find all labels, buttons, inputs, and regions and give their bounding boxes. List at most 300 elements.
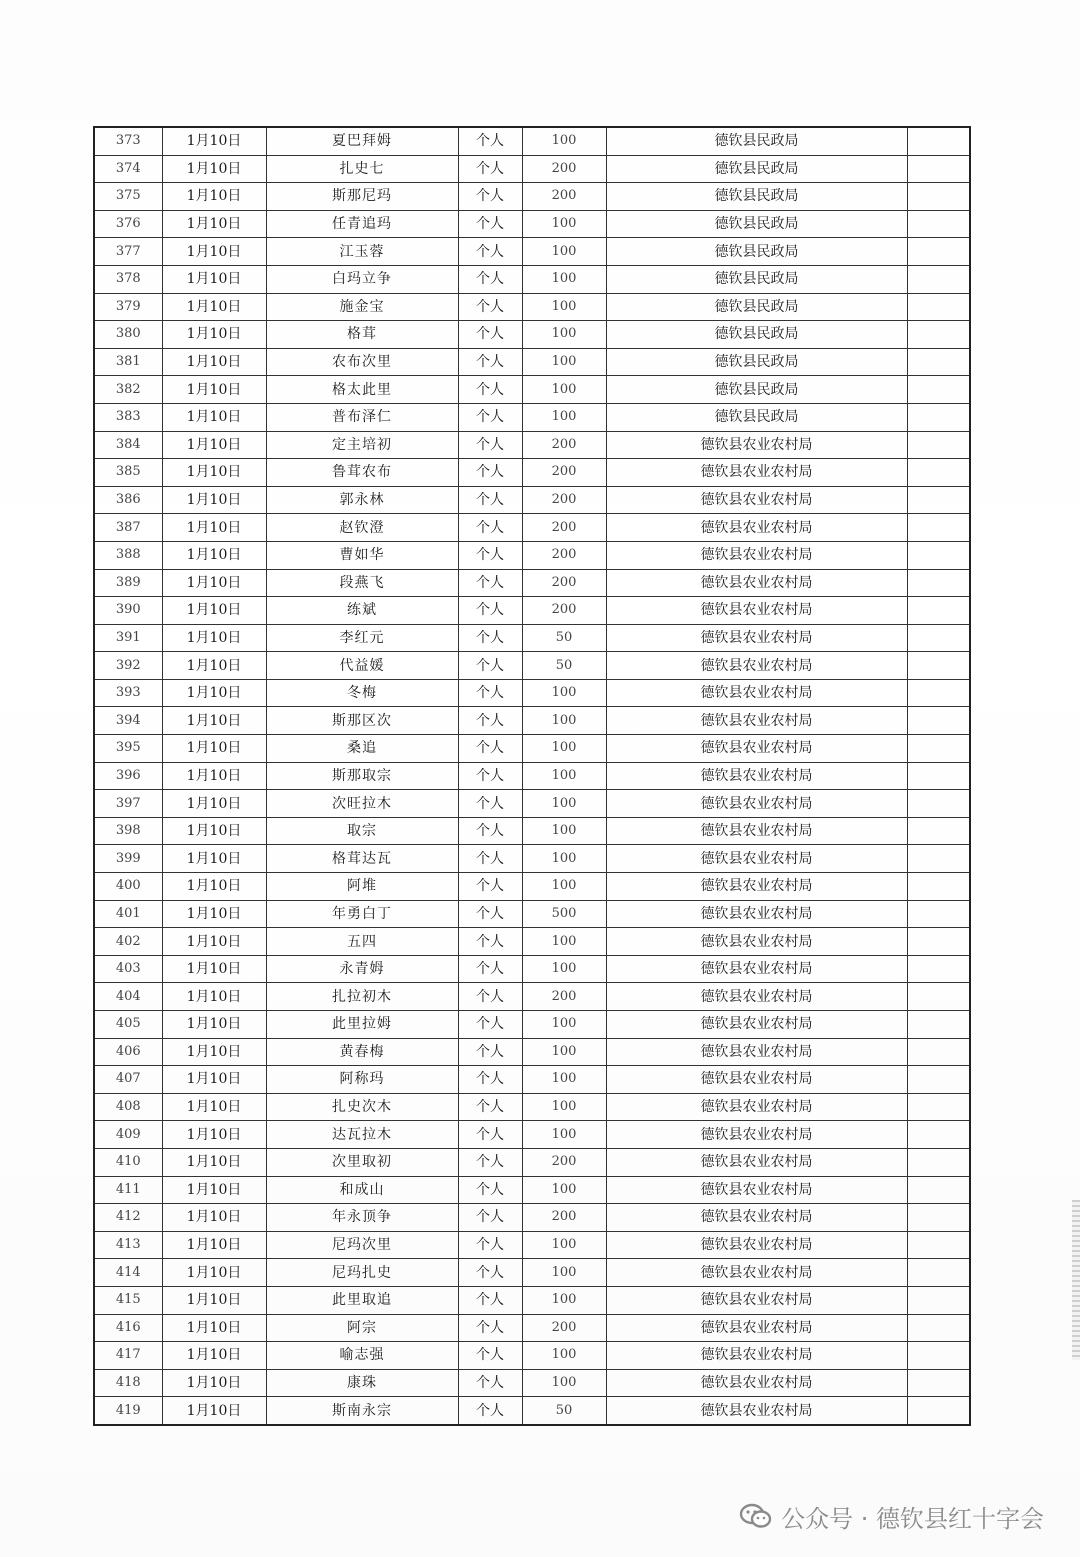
date-cell: 1月10日 xyxy=(162,376,266,404)
donor-name-cell: 桑追 xyxy=(266,735,458,763)
donor-type-cell: 个人 xyxy=(458,459,522,487)
date-cell: 1月10日 xyxy=(162,238,266,266)
donor-name-cell: 代益媛 xyxy=(266,652,458,680)
table-row xyxy=(94,983,970,1011)
row-number-cell: 402 xyxy=(94,928,162,956)
note-cell xyxy=(907,1286,970,1314)
donor-type-cell: 个人 xyxy=(458,1286,522,1314)
wechat-official-account-icon xyxy=(739,1502,773,1530)
amount-cell: 200 xyxy=(522,514,606,542)
note-cell xyxy=(907,1369,970,1397)
row-number-cell: 388 xyxy=(94,541,162,569)
table-row xyxy=(94,873,970,901)
date-cell: 1月10日 xyxy=(162,983,266,1011)
amount-cell: 100 xyxy=(522,1286,606,1314)
donor-name-cell: 格茸达瓦 xyxy=(266,845,458,873)
note-cell xyxy=(907,1148,970,1176)
donor-name-cell: 年永顶争 xyxy=(266,1204,458,1232)
date-cell: 1月10日 xyxy=(162,431,266,459)
note-cell xyxy=(907,707,970,735)
organization-cell: 德钦县农业农村局 xyxy=(606,817,907,845)
table-row xyxy=(94,1369,970,1397)
date-cell: 1月10日 xyxy=(162,900,266,928)
donor-name-cell: 郭永林 xyxy=(266,486,458,514)
donor-type-cell: 个人 xyxy=(458,1066,522,1094)
row-number-cell: 377 xyxy=(94,238,162,266)
note-cell xyxy=(907,1066,970,1094)
date-cell: 1月10日 xyxy=(162,1148,266,1176)
note-cell xyxy=(907,155,970,183)
donor-name-cell: 此里拉姆 xyxy=(266,1011,458,1039)
organization-cell: 德钦县农业农村局 xyxy=(606,486,907,514)
table-row xyxy=(94,1011,970,1039)
amount-cell: 100 xyxy=(522,1038,606,1066)
note-cell xyxy=(907,127,970,155)
date-cell: 1月10日 xyxy=(162,348,266,376)
watermark-text: 公众号 · 德钦县红十字会 xyxy=(781,1504,1044,1533)
date-cell: 1月10日 xyxy=(162,1066,266,1094)
row-number-cell: 395 xyxy=(94,735,162,763)
note-cell xyxy=(907,569,970,597)
table-row xyxy=(94,1093,970,1121)
donor-type-cell: 个人 xyxy=(458,1397,522,1425)
table-row xyxy=(94,1148,970,1176)
organization-cell: 德钦县农业农村局 xyxy=(606,679,907,707)
note-cell xyxy=(907,900,970,928)
amount-cell: 200 xyxy=(522,155,606,183)
note-cell xyxy=(907,1342,970,1370)
amount-cell: 200 xyxy=(522,459,606,487)
organization-cell: 德钦县民政局 xyxy=(606,155,907,183)
organization-cell: 德钦县民政局 xyxy=(606,348,907,376)
amount-cell: 100 xyxy=(522,1011,606,1039)
donor-name-cell: 和成山 xyxy=(266,1176,458,1204)
note-cell xyxy=(907,1038,970,1066)
row-number-cell: 389 xyxy=(94,569,162,597)
row-number-cell: 403 xyxy=(94,955,162,983)
amount-cell: 200 xyxy=(522,1204,606,1232)
organization-cell: 德钦县农业农村局 xyxy=(606,1231,907,1259)
donor-type-cell: 个人 xyxy=(458,900,522,928)
amount-cell: 100 xyxy=(522,1342,606,1370)
amount-cell: 100 xyxy=(522,817,606,845)
row-number-cell: 396 xyxy=(94,762,162,790)
donor-name-cell: 扎史七 xyxy=(266,155,458,183)
row-number-cell: 393 xyxy=(94,679,162,707)
row-number-cell: 404 xyxy=(94,983,162,1011)
donor-type-cell: 个人 xyxy=(458,1369,522,1397)
table-row xyxy=(94,1176,970,1204)
table-row xyxy=(94,238,970,266)
date-cell: 1月10日 xyxy=(162,1314,266,1342)
table-row xyxy=(94,348,970,376)
note-cell xyxy=(907,1093,970,1121)
row-number-cell: 406 xyxy=(94,1038,162,1066)
table-row xyxy=(94,210,970,238)
donor-name-cell: 阿堆 xyxy=(266,873,458,901)
organization-cell: 德钦县民政局 xyxy=(606,127,907,155)
row-number-cell: 410 xyxy=(94,1148,162,1176)
row-number-cell: 397 xyxy=(94,790,162,818)
date-cell: 1月10日 xyxy=(162,293,266,321)
date-cell: 1月10日 xyxy=(162,127,266,155)
donor-type-cell: 个人 xyxy=(458,1231,522,1259)
note-cell xyxy=(907,652,970,680)
row-number-cell: 408 xyxy=(94,1093,162,1121)
donor-type-cell: 个人 xyxy=(458,597,522,625)
donor-type-cell: 个人 xyxy=(458,1314,522,1342)
amount-cell: 100 xyxy=(522,210,606,238)
organization-cell: 德钦县农业农村局 xyxy=(606,1286,907,1314)
note-cell xyxy=(907,1121,970,1149)
donor-name-cell: 尼玛次里 xyxy=(266,1231,458,1259)
donor-type-cell: 个人 xyxy=(458,265,522,293)
date-cell: 1月10日 xyxy=(162,1121,266,1149)
amount-cell: 100 xyxy=(522,873,606,901)
organization-cell: 德钦县农业农村局 xyxy=(606,1369,907,1397)
table-row xyxy=(94,845,970,873)
donor-name-cell: 扎史次木 xyxy=(266,1093,458,1121)
donor-type-cell: 个人 xyxy=(458,541,522,569)
table-body xyxy=(94,127,970,1425)
row-number-cell: 375 xyxy=(94,183,162,211)
donor-name-cell: 次里取初 xyxy=(266,1148,458,1176)
table-row xyxy=(94,597,970,625)
donor-name-cell: 黄春梅 xyxy=(266,1038,458,1066)
date-cell: 1月10日 xyxy=(162,1011,266,1039)
donor-type-cell: 个人 xyxy=(458,1342,522,1370)
note-cell xyxy=(907,321,970,349)
organization-cell: 德钦县农业农村局 xyxy=(606,790,907,818)
date-cell: 1月10日 xyxy=(162,265,266,293)
donor-name-cell: 斯那取宗 xyxy=(266,762,458,790)
amount-cell: 100 xyxy=(522,679,606,707)
row-number-cell: 385 xyxy=(94,459,162,487)
amount-cell: 100 xyxy=(522,928,606,956)
date-cell: 1月10日 xyxy=(162,1286,266,1314)
organization-cell: 德钦县农业农村局 xyxy=(606,1148,907,1176)
note-cell xyxy=(907,1397,970,1425)
row-number-cell: 383 xyxy=(94,403,162,431)
amount-cell: 50 xyxy=(522,1397,606,1425)
amount-cell: 100 xyxy=(522,1369,606,1397)
date-cell: 1月10日 xyxy=(162,1176,266,1204)
row-number-cell: 407 xyxy=(94,1066,162,1094)
row-number-cell: 374 xyxy=(94,155,162,183)
table-row xyxy=(94,293,970,321)
amount-cell: 200 xyxy=(522,983,606,1011)
amount-cell: 100 xyxy=(522,265,606,293)
note-cell xyxy=(907,376,970,404)
donor-name-cell: 五四 xyxy=(266,928,458,956)
amount-cell: 100 xyxy=(522,1121,606,1149)
row-number-cell: 415 xyxy=(94,1286,162,1314)
donor-name-cell: 阿称玛 xyxy=(266,1066,458,1094)
note-cell xyxy=(907,762,970,790)
donor-name-cell: 施金宝 xyxy=(266,293,458,321)
table-row xyxy=(94,321,970,349)
note-cell xyxy=(907,679,970,707)
donor-type-cell: 个人 xyxy=(458,321,522,349)
row-number-cell: 405 xyxy=(94,1011,162,1039)
table-row xyxy=(94,1342,970,1370)
amount-cell: 200 xyxy=(522,1148,606,1176)
donor-type-cell: 个人 xyxy=(458,679,522,707)
row-number-cell: 387 xyxy=(94,514,162,542)
table-row xyxy=(94,652,970,680)
row-number-cell: 380 xyxy=(94,321,162,349)
table-row xyxy=(94,735,970,763)
donor-type-cell: 个人 xyxy=(458,403,522,431)
organization-cell: 德钦县农业农村局 xyxy=(606,1314,907,1342)
organization-cell: 德钦县农业农村局 xyxy=(606,762,907,790)
donor-type-cell: 个人 xyxy=(458,127,522,155)
row-number-cell: 379 xyxy=(94,293,162,321)
donor-type-cell: 个人 xyxy=(458,486,522,514)
donor-type-cell: 个人 xyxy=(458,955,522,983)
date-cell: 1月10日 xyxy=(162,1342,266,1370)
table-row xyxy=(94,762,970,790)
table-row xyxy=(94,679,970,707)
note-cell xyxy=(907,431,970,459)
donor-type-cell: 个人 xyxy=(458,928,522,956)
amount-cell: 200 xyxy=(522,569,606,597)
organization-cell: 德钦县农业农村局 xyxy=(606,983,907,1011)
organization-cell: 德钦县农业农村局 xyxy=(606,1121,907,1149)
donor-name-cell: 阿宗 xyxy=(266,1314,458,1342)
donor-type-cell: 个人 xyxy=(458,376,522,404)
row-number-cell: 399 xyxy=(94,845,162,873)
donor-type-cell: 个人 xyxy=(458,735,522,763)
organization-cell: 德钦县农业农村局 xyxy=(606,569,907,597)
date-cell: 1月10日 xyxy=(162,652,266,680)
amount-cell: 100 xyxy=(522,238,606,266)
donor-type-cell: 个人 xyxy=(458,210,522,238)
amount-cell: 50 xyxy=(522,624,606,652)
donor-type-cell: 个人 xyxy=(458,183,522,211)
amount-cell: 100 xyxy=(522,1231,606,1259)
note-cell xyxy=(907,597,970,625)
date-cell: 1月10日 xyxy=(162,762,266,790)
organization-cell: 德钦县农业农村局 xyxy=(606,624,907,652)
donor-name-cell: 曹如华 xyxy=(266,541,458,569)
amount-cell: 100 xyxy=(522,127,606,155)
row-number-cell: 412 xyxy=(94,1204,162,1232)
date-cell: 1月10日 xyxy=(162,735,266,763)
donor-type-cell: 个人 xyxy=(458,238,522,266)
donor-type-cell: 个人 xyxy=(458,790,522,818)
table-row xyxy=(94,265,970,293)
donor-type-cell: 个人 xyxy=(458,348,522,376)
note-cell xyxy=(907,403,970,431)
donor-type-cell: 个人 xyxy=(458,762,522,790)
organization-cell: 德钦县农业农村局 xyxy=(606,900,907,928)
table-row xyxy=(94,1259,970,1287)
table-row xyxy=(94,1314,970,1342)
row-number-cell: 386 xyxy=(94,486,162,514)
row-number-cell: 401 xyxy=(94,900,162,928)
organization-cell: 德钦县农业农村局 xyxy=(606,1066,907,1094)
table-row xyxy=(94,486,970,514)
note-cell xyxy=(907,486,970,514)
date-cell: 1月10日 xyxy=(162,624,266,652)
organization-cell: 德钦县民政局 xyxy=(606,293,907,321)
note-cell xyxy=(907,735,970,763)
table-row xyxy=(94,569,970,597)
donor-name-cell: 次旺拉木 xyxy=(266,790,458,818)
row-number-cell: 381 xyxy=(94,348,162,376)
table-row xyxy=(94,707,970,735)
note-cell xyxy=(907,265,970,293)
donor-type-cell: 个人 xyxy=(458,817,522,845)
table-row xyxy=(94,431,970,459)
donor-name-cell: 康珠 xyxy=(266,1369,458,1397)
note-cell xyxy=(907,210,970,238)
donor-name-cell: 江玉蓉 xyxy=(266,238,458,266)
organization-cell: 德钦县农业农村局 xyxy=(606,652,907,680)
note-cell xyxy=(907,873,970,901)
note-cell xyxy=(907,183,970,211)
date-cell: 1月10日 xyxy=(162,873,266,901)
donor-name-cell: 喻志强 xyxy=(266,1342,458,1370)
date-cell: 1月10日 xyxy=(162,845,266,873)
table-row xyxy=(94,1397,970,1425)
date-cell: 1月10日 xyxy=(162,707,266,735)
amount-cell: 500 xyxy=(522,900,606,928)
organization-cell: 德钦县农业农村局 xyxy=(606,1204,907,1232)
date-cell: 1月10日 xyxy=(162,1397,266,1425)
organization-cell: 德钦县民政局 xyxy=(606,403,907,431)
table-row xyxy=(94,459,970,487)
note-cell xyxy=(907,845,970,873)
donor-type-cell: 个人 xyxy=(458,624,522,652)
table-row xyxy=(94,1121,970,1149)
donor-type-cell: 个人 xyxy=(458,1259,522,1287)
row-number-cell: 378 xyxy=(94,265,162,293)
organization-cell: 德钦县农业农村局 xyxy=(606,541,907,569)
note-cell xyxy=(907,928,970,956)
table-row xyxy=(94,955,970,983)
row-number-cell: 414 xyxy=(94,1259,162,1287)
organization-cell: 德钦县农业农村局 xyxy=(606,597,907,625)
donor-name-cell: 普布泽仁 xyxy=(266,403,458,431)
donor-name-cell: 扎拉初木 xyxy=(266,983,458,1011)
donation-table xyxy=(93,126,971,1426)
note-cell xyxy=(907,955,970,983)
organization-cell: 德钦县农业农村局 xyxy=(606,514,907,542)
table-row xyxy=(94,183,970,211)
date-cell: 1月10日 xyxy=(162,541,266,569)
date-cell: 1月10日 xyxy=(162,486,266,514)
note-cell xyxy=(907,790,970,818)
donor-name-cell: 年勇白丁 xyxy=(266,900,458,928)
donor-type-cell: 个人 xyxy=(458,569,522,597)
donor-type-cell: 个人 xyxy=(458,1038,522,1066)
amount-cell: 100 xyxy=(522,293,606,321)
row-number-cell: 418 xyxy=(94,1369,162,1397)
donor-type-cell: 个人 xyxy=(458,293,522,321)
table-row xyxy=(94,155,970,183)
amount-cell: 100 xyxy=(522,1066,606,1094)
donor-name-cell: 鲁茸农布 xyxy=(266,459,458,487)
row-number-cell: 391 xyxy=(94,624,162,652)
donor-name-cell: 段燕飞 xyxy=(266,569,458,597)
organization-cell: 德钦县农业农村局 xyxy=(606,845,907,873)
note-cell xyxy=(907,1176,970,1204)
row-number-cell: 400 xyxy=(94,873,162,901)
organization-cell: 德钦县农业农村局 xyxy=(606,1011,907,1039)
amount-cell: 100 xyxy=(522,790,606,818)
donor-type-cell: 个人 xyxy=(458,845,522,873)
amount-cell: 100 xyxy=(522,403,606,431)
date-cell: 1月10日 xyxy=(162,679,266,707)
donor-name-cell: 格茸 xyxy=(266,321,458,349)
donor-name-cell: 李红元 xyxy=(266,624,458,652)
organization-cell: 德钦县农业农村局 xyxy=(606,735,907,763)
date-cell: 1月10日 xyxy=(162,817,266,845)
row-number-cell: 390 xyxy=(94,597,162,625)
note-cell xyxy=(907,459,970,487)
date-cell: 1月10日 xyxy=(162,321,266,349)
scan-edge-shadow xyxy=(1072,1200,1080,1360)
donor-type-cell: 个人 xyxy=(458,155,522,183)
donor-name-cell: 定主培初 xyxy=(266,431,458,459)
donor-name-cell: 练斌 xyxy=(266,597,458,625)
date-cell: 1月10日 xyxy=(162,790,266,818)
organization-cell: 德钦县农业农村局 xyxy=(606,1397,907,1425)
table-row xyxy=(94,1286,970,1314)
watermark xyxy=(739,1496,1044,1536)
note-cell xyxy=(907,293,970,321)
donor-name-cell: 赵钦澄 xyxy=(266,514,458,542)
row-number-cell: 413 xyxy=(94,1231,162,1259)
donor-name-cell: 农布次里 xyxy=(266,348,458,376)
date-cell: 1月10日 xyxy=(162,183,266,211)
donor-name-cell: 永青姆 xyxy=(266,955,458,983)
row-number-cell: 398 xyxy=(94,817,162,845)
amount-cell: 100 xyxy=(522,321,606,349)
donor-type-cell: 个人 xyxy=(458,873,522,901)
note-cell xyxy=(907,541,970,569)
amount-cell: 100 xyxy=(522,845,606,873)
table-row xyxy=(94,900,970,928)
organization-cell: 德钦县农业农村局 xyxy=(606,1342,907,1370)
amount-cell: 100 xyxy=(522,348,606,376)
table-row xyxy=(94,1066,970,1094)
note-cell xyxy=(907,348,970,376)
table-row xyxy=(94,541,970,569)
table-row xyxy=(94,817,970,845)
date-cell: 1月10日 xyxy=(162,1259,266,1287)
row-number-cell: 416 xyxy=(94,1314,162,1342)
donor-type-cell: 个人 xyxy=(458,1011,522,1039)
donor-name-cell: 任青追玛 xyxy=(266,210,458,238)
row-number-cell: 394 xyxy=(94,707,162,735)
donor-name-cell: 斯南永宗 xyxy=(266,1397,458,1425)
organization-cell: 德钦县民政局 xyxy=(606,321,907,349)
donor-type-cell: 个人 xyxy=(458,1121,522,1149)
amount-cell: 200 xyxy=(522,597,606,625)
table-row xyxy=(94,1231,970,1259)
row-number-cell: 384 xyxy=(94,431,162,459)
donor-type-cell: 个人 xyxy=(458,983,522,1011)
date-cell: 1月10日 xyxy=(162,514,266,542)
note-cell xyxy=(907,238,970,266)
organization-cell: 德钦县民政局 xyxy=(606,238,907,266)
amount-cell: 50 xyxy=(522,652,606,680)
note-cell xyxy=(907,1231,970,1259)
table-row xyxy=(94,376,970,404)
